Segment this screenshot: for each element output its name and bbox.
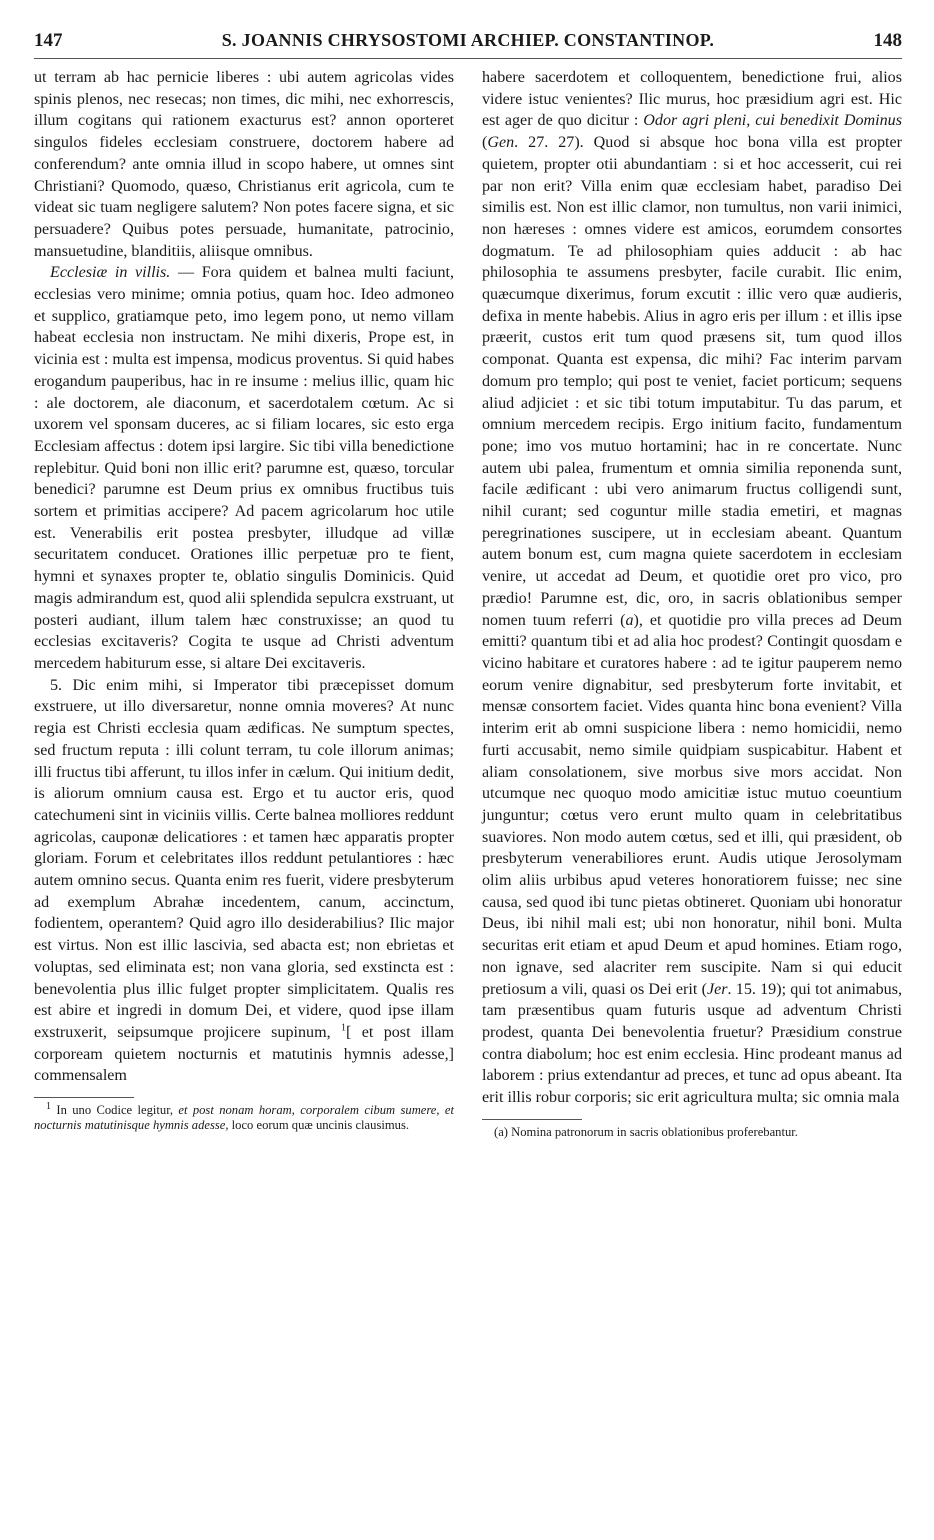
paragraph-text: . 15. 19); qui tot animabus, tam præsentibus quam futuris usque ad adventum Christi prodest, quanta Dei benevolentia fruetur? Præsidium construe contra diabolum; hoc est enim ecclesia. Hinc prodeant manus ad laborem : prius extendantur ad preces, et tunc ad opus abeant. Ita erit illis robur corporis; sic erit agricultura multa; sic omnia mala [482,980,902,1107]
scripture-ref: Gen [487,134,515,152]
paragraph-text: ), et quotidie pro villa preces ad Deum emitti? quantum tibi et ad alia hoc prodest? Contingit quosdam e vicino habitare et curatores habere : ad te igitur pauperem nemo eorum venire dignabitur, sed presbyterum forte invitabit, et mensæ consortem faciet. Vides quanta hinc bona evenient? Villa interim erit ab omni suspicione libera : nemo homicidii, nemo furti accusabit, nemo simile quidpiam suspicabitur. Habent et aliam consolationem, sive morbus sive mors accidat. Non utcumque nec quoquo modo amicitiæ istuc mutuo coeuntium junguntur; cœtus vero erunt multo quam in celebritatibus suaviores. Non modo autem cœtus, sed et illi, qui præsident, ob presbyterum venerabiliores erunt. Audis utique Jerosolymam olim aliis urbibus apud veteres honoratiorem fuisse; nec sine causa, sed quod ibi tunc pietas obtineret. Quoniam ubi honoratur Deus, ibi nihil mali est; ubi non honoratur, nihil boni. Multa securitas erit etiam et apud Deum et apud homines. Etiam rogo, non ignave, sed alacriter rem suscipite. Nam si qui educit pretiosum a vili, quasi os Dei erit ( [482,611,902,998]
footnote-text: Nomina patronorum in sacris oblationibus proferebantur. [507,1124,798,1139]
footnote-rule [34,1097,134,1098]
paragraph-text: ( [482,134,488,152]
footnote-marker: 1 [46,1100,51,1112]
page-number-right: 148 [873,30,902,51]
text-columns [34,67,902,1139]
paragraph [482,67,902,1109]
paragraph-text: [ et post illam corpoream quietem nocturnis et matutinis hymnis adesse,] commensalem [34,1023,454,1085]
paragraph-text: — Fora quidem et balnea multi faciunt, ecclesias vero minime; omnia potius, quam hoc. Ideo admoneo et supplico, gratiamque peto, imo legem pono, ut nemo villam habeat ecclesia non instructam. Ne mihi dixeris, Prope est, in vicinia est : multa est impensa, modicus proventus. Si quid habes erogandum pauperibus, hac in re insume : melius illic, quam hic : ale doctorem, ale diaconum, et sacerdotalem cœtum. Ac si uxorem vel sponsam duceres, ac si filiam locares, sic esto erga Ecclesiam affectus : dotem ipsi largire. Sic tibi villa benedictione replebitur. Quid boni non illic erit? parumne est, quæso, torcular benedici? parumne est Deum prius ex omnibus fructibus tuis sortem et primitias accipere? Ad pacem agricolarum hoc utile est. Venerabilis erit postea presbyter, illudque ad villæ securitatem conducet. Orationes illic perpetuæ pro te fient, hymni et synaxes propter te, oblatio singulis Dominicis. Quid magis admirandum est, quod alii splendida sepulcra exstruant, ut posteri audiant, illum talem hæc construxisse; an quod tu ecclesias excitaveris? Cogita te usque ad Christi adventum mercedem habiturum esse, si altare Dei excitaveris. [34,264,454,672]
footnote [482,1125,902,1140]
footnote-quote: et post nonam horam, corporalem cibum sumere, et nocturnis matutinisque hymnis adesse, [34,1103,454,1132]
footnote-marker: 1 [340,1022,346,1034]
footnote-text: loco eorum quæ uncinis clausimus. [228,1117,409,1132]
running-header [34,30,902,59]
scripture-ref: Jer [706,980,728,998]
paragraph-text: 5. Dic enim mihi, si Imperator tibi præcepisset domum exstruere, ut illo diversaretur, nonne omnia moveres? At nunc regia est Christi ecclesia quam ædificas. Ne sumptum spectes, sed fructum reputa : illi colunt terram, tu cole illorum animas; illi fructus tibi afferunt, tu illos infer in cælum. Qui initium dedit, is aliorum omnium causa est. Ergo et tu auctor eris, quod catechumeni sint in viciniis villis. Certe balnea molliores reddunt agricolas, cauponæ delicatiores : et tamen hæc apparatis propter gloriam. Forum et celebritates illos reddunt petulantiores : hæc autem omnino secus. Quanta enim res fuerit, videre presbyterum ad exemplum Abrahæ incedentem, canum, accinctum, fodientem, operantem? Quid agro illo desiderabilius? Ilic major est virtus. Non est illic lascivia, sed abacta est; non ebrietas et voluptas, sed eliminata est; non vana gloria, sed exstincta est : benevolentia plus illic fulget propter simplicitatem. Qualis res est abire et ingredi in domum Dei, et videre, quod ipse illam exstruxerit, seipsumque projicere supinum, [34,676,454,1041]
left-column [34,67,454,1139]
scripture-quote: Odor agri pleni, cui benedixit Dominus [643,112,902,130]
footnote [34,1100,454,1132]
section-heading: Ecclesiæ in villis. [50,264,171,282]
paragraph: ut terram ab hac pernicie liberes : ubi autem agricolas vides spinis plenos, nec resecas; non times, dic mihi, nec exhorrescis, illum cogitans qui rationem exacturus est? annon oporteret singulos fideles ecclesiam construere, doctorem habere ad conferendum? ante omnia illud in scopo habere, ut omnes sint Christiani? Quomodo, quæso, Christianus erit agricola, cum te videat sic tuam negligere salutem? Non potes facere signa, et sic persuadere? Quibus potes persuade, humanitate, patrocinio, mansuetudine, blanditiis, aliisque omnibus. [34,69,454,260]
paragraph-text: . 27. 27). Quod si absque hoc bona villa est propter quietem, propter otii abundantiam : si et hoc accesserit, cui rei par non erit? Villa enim quæ ecclesiam habet, paradiso Dei similis est. Non est illic clamor, non tumultus, non varii inimici, non hæreses : omnes videre est amicos, eorumdem consortes dogmatum. Te ad philosophiam quies adducit : ab hac philosophia te assumens presbyter, facile curabit. Ilic enim, quæcumque dixerimus, forum excutit : illic vero quæ audieris, defixa in mente habebis. Alius in agro eris per illum : et illis ipse præerit, custos erit tum quod præsens sit, tum quod illos componat. Quanta est expensa, dic mihi? Fac interim parvam domum pro templo; qui post te veniet, faciet porticum; sequens aliud adjiciet : et sic tibi totum imputabitur. Tu das parum, et omnium mercedem recipis. Ergo initium facito, fundamentum pone; imo vos mutuo hortamini; hac in re concertate. Nunc autem ubi palea, frumentum et omnia similia reponenda sunt, facile ædificant : ubi vero animarum fructus colligendi sunt, nihil curant; sed coguntur mille stadia emetiri, et magnas peregrinationes suscipere, ut in ecclesiam abeant. Quantum autem bonum est, cum magna quiete sacerdotem in ecclesiam venire, ut accedat ad Deum, et quotidie oret pro vico, pro prædio! Parumne est, dic, oro, in sacris oblationibus semper nomen tuum referri ( [482,134,902,629]
right-column [482,67,902,1139]
page-number-left: 147 [34,30,63,51]
footnote-marker: (a) [494,1124,508,1139]
paragraph [34,675,454,1087]
footnote-text: In uno Codice legitur, [56,1103,179,1118]
paragraph [34,262,454,674]
footnote-rule [482,1119,582,1120]
running-title: S. JOANNIS CHRYSOSTOMI ARCHIEP. CONSTANTINOP. [221,30,715,50]
footnote-ref: a [625,611,634,629]
paragraph-text: habere sacerdotem et colloquentem, benedictione frui, alios videre istuc venientes? Ilic murus, hoc præsidium agri est. Hic est ager de quo dicitur : [482,69,902,130]
